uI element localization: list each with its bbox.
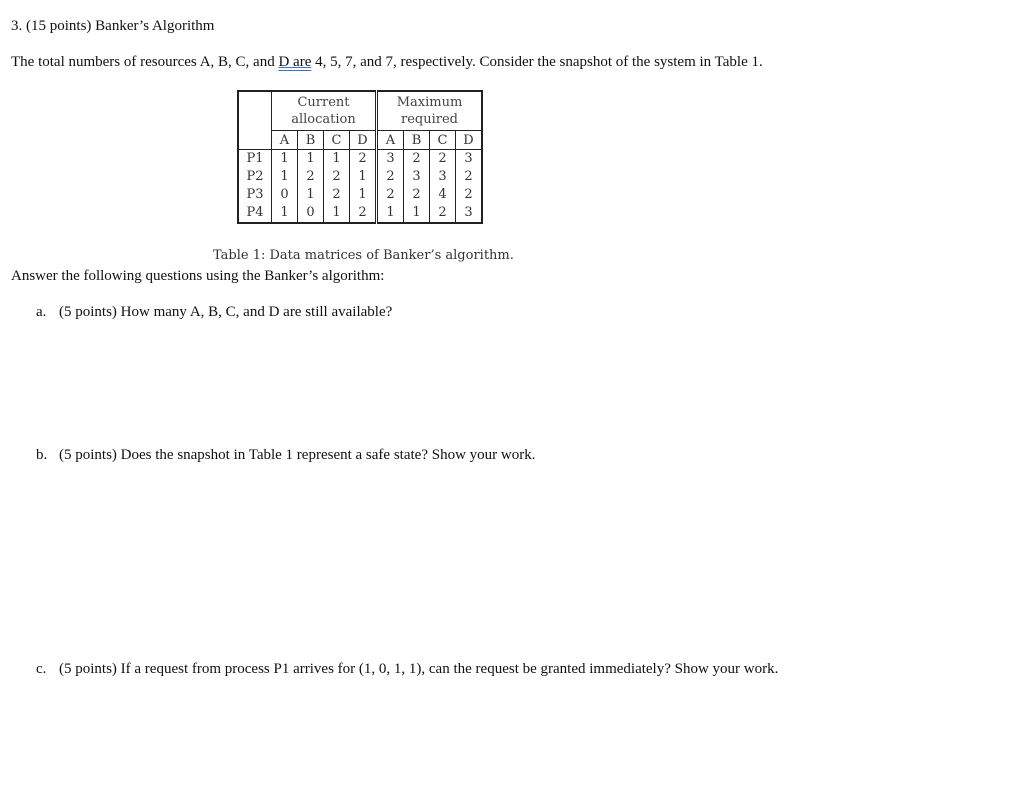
maximum-header-line2: required xyxy=(401,112,458,127)
column-header: B xyxy=(404,131,430,150)
maximum-cell: 2 xyxy=(430,150,456,169)
allocation-cell: 2 xyxy=(350,150,377,169)
maximum-cell: 2 xyxy=(456,168,483,186)
current-header-line2: allocation xyxy=(291,112,356,127)
part-c xyxy=(36,661,778,678)
banker-table-wrap xyxy=(237,90,483,224)
maximum-cell: 3 xyxy=(404,168,430,186)
maximum-cell: 3 xyxy=(456,204,483,223)
part-b-text: (5 points) Does the snapshot in Table 1 represent a safe state? Show your work. xyxy=(59,447,536,463)
intro-text-after: 4, 5, 7, and 7, respectively. Consider the snapshot of the system in Table 1. xyxy=(311,54,763,70)
table-caption: Table 1: Data matrices of Banker’s algorithm. xyxy=(213,248,514,263)
table-column-header-row xyxy=(238,131,482,150)
banker-table xyxy=(237,90,483,224)
allocation-cell: 2 xyxy=(350,204,377,223)
maximum-cell: 2 xyxy=(404,186,430,204)
column-header: C xyxy=(324,131,350,150)
maximum-cell: 2 xyxy=(377,168,404,186)
part-a-label: a. xyxy=(36,304,47,320)
part-a-text: (5 points) How many A, B, C, and D are still available? xyxy=(59,304,393,320)
allocation-cell: 1 xyxy=(324,204,350,223)
process-cell: P3 xyxy=(238,186,272,204)
allocation-cell: 1 xyxy=(350,168,377,186)
allocation-cell: 2 xyxy=(298,168,324,186)
column-header: C xyxy=(430,131,456,150)
allocation-cell: 1 xyxy=(272,204,298,223)
maximum-cell: 2 xyxy=(377,186,404,204)
allocation-cell: 1 xyxy=(272,150,298,169)
current-allocation-header xyxy=(272,91,377,131)
maximum-cell: 1 xyxy=(377,204,404,223)
column-header: D xyxy=(350,131,377,150)
answer-intro: Answer the following questions using the Banker’s algorithm: xyxy=(11,268,385,284)
column-header: A xyxy=(377,131,404,150)
maximum-header-line1: Maximum xyxy=(396,95,463,110)
maximum-cell: 3 xyxy=(377,150,404,169)
maximum-cell: 4 xyxy=(430,186,456,204)
allocation-cell: 1 xyxy=(298,186,324,204)
intro-emph: D are xyxy=(278,54,312,70)
table-row xyxy=(238,150,482,169)
intro-paragraph xyxy=(11,54,763,71)
part-c-text: (5 points) If a request from process P1 arrives for (1, 0, 1, 1), can the request be granted immediately? Show your work. xyxy=(59,661,779,677)
question-title-text: (15 points) Banker’s Algorithm xyxy=(26,18,215,34)
allocation-cell: 1 xyxy=(298,150,324,169)
maximum-cell: 2 xyxy=(430,204,456,223)
maximum-cell: 1 xyxy=(404,204,430,223)
allocation-cell: 2 xyxy=(324,168,350,186)
allocation-cell: 1 xyxy=(272,168,298,186)
current-header-line1: Current xyxy=(297,95,350,110)
question-number: 3. xyxy=(11,18,23,34)
column-header: A xyxy=(272,131,298,150)
column-header: B xyxy=(298,131,324,150)
process-cell: P2 xyxy=(238,168,272,186)
intro-text-before: The total numbers of resources A, B, C, and xyxy=(11,54,279,70)
table-row xyxy=(238,168,482,186)
table-row xyxy=(238,204,482,223)
allocation-cell: 1 xyxy=(350,186,377,204)
process-cell: P4 xyxy=(238,204,272,223)
maximum-cell: 2 xyxy=(456,186,483,204)
table-row xyxy=(238,186,482,204)
allocation-cell: 2 xyxy=(324,186,350,204)
process-cell: P1 xyxy=(238,150,272,169)
part-b xyxy=(36,447,535,464)
question-title xyxy=(11,18,214,35)
table-group-header-row xyxy=(238,91,482,131)
maximum-required-header xyxy=(377,91,483,131)
maximum-cell: 3 xyxy=(456,150,483,169)
maximum-cell: 2 xyxy=(404,150,430,169)
part-c-label: c. xyxy=(36,661,47,677)
column-header: D xyxy=(456,131,483,150)
part-a xyxy=(36,304,392,321)
part-b-label: b. xyxy=(36,447,48,463)
maximum-cell: 3 xyxy=(430,168,456,186)
allocation-cell: 1 xyxy=(324,150,350,169)
allocation-cell: 0 xyxy=(298,204,324,223)
table-corner-cell xyxy=(238,91,272,150)
allocation-cell: 0 xyxy=(272,186,298,204)
